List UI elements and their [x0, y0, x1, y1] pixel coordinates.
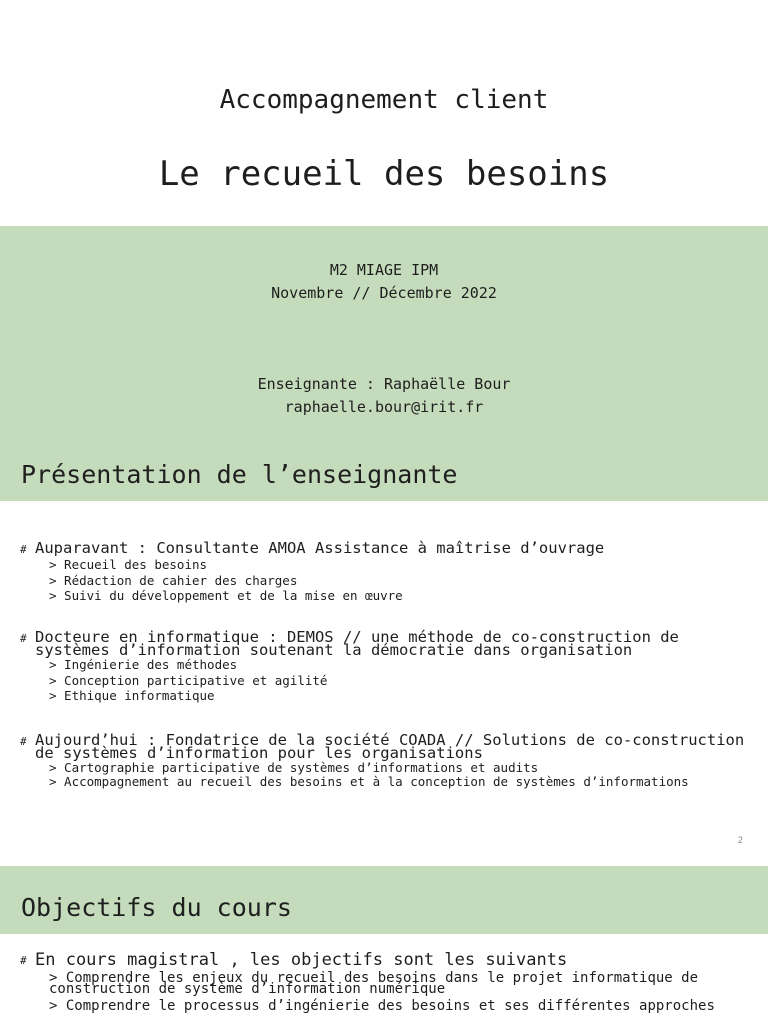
bullet-mark: # [20, 632, 27, 645]
page-number: 2 [737, 836, 743, 846]
section-header-presentation: Présentation de l’enseignante [21, 460, 458, 489]
bullet-text: En cours magistral , les objectifs sont les suivants [35, 950, 568, 970]
list-item: > Accompagnement au recueil des besoins et à la conception de systèmes d’informations [49, 773, 689, 789]
teacher-label: Enseignante : Raphaëlle Bour [257, 375, 511, 393]
bullet-mark: # [20, 543, 27, 556]
email-label: raphaelle.bour@irit.fr [284, 398, 484, 416]
bullet-doctorate [20, 628, 748, 704]
bullet-mark: # [20, 954, 27, 967]
bullet-text: Auparavant : Consultante AMOA Assistance à maîtrise d’ouvrage [35, 539, 605, 557]
objectives-header-band [0, 866, 768, 934]
title-info-block [0, 226, 768, 501]
section-header-objectives: Objectifs du cours [21, 893, 292, 922]
bullet-text: Docteure en informatique : DEMOS // une méthode de co-construction de systèmes d’information soutenant la démocratie dans organisation [35, 628, 689, 659]
slide-subtitle: Accompagnement client [219, 85, 549, 115]
bullet-objectives [20, 950, 748, 1014]
slide-title: Le recueil des besoins [158, 154, 610, 194]
list-item: > Ethique informatique [49, 688, 215, 703]
title-slide [0, 0, 768, 226]
dates-label: Novembre // Décembre 2022 [271, 284, 497, 302]
list-item: > Comprendre le processus d’ingénierie des besoins et ses différentes approches [49, 998, 715, 1014]
program-label: M2 MIAGE IPM [329, 261, 439, 279]
bullet-today [20, 731, 754, 789]
list-item: > Conception participative et agilité [49, 672, 328, 688]
bullet-text: Aujourd’hui : Fondatrice de la société COADA // Solutions de co-construction de systèmes d’information pour les organisations [35, 731, 754, 762]
bullet-previously [20, 539, 748, 604]
list-item: > Ingénierie des méthodes [49, 657, 238, 672]
bullet-mark: # [20, 735, 27, 748]
list-item: > Comprendre les enjeux du recueil des besoins dans le projet informatique de construction de système d’information numérique [49, 970, 707, 997]
list-item: > Suivi du développement et de la mise en œuvre [49, 588, 403, 603]
list-item: > Recueil des besoins [49, 557, 208, 572]
list-item: > Rédaction de cahier des charges [49, 572, 298, 588]
list-item: > Cartographie participative de systèmes d’informations et audits [49, 760, 539, 775]
